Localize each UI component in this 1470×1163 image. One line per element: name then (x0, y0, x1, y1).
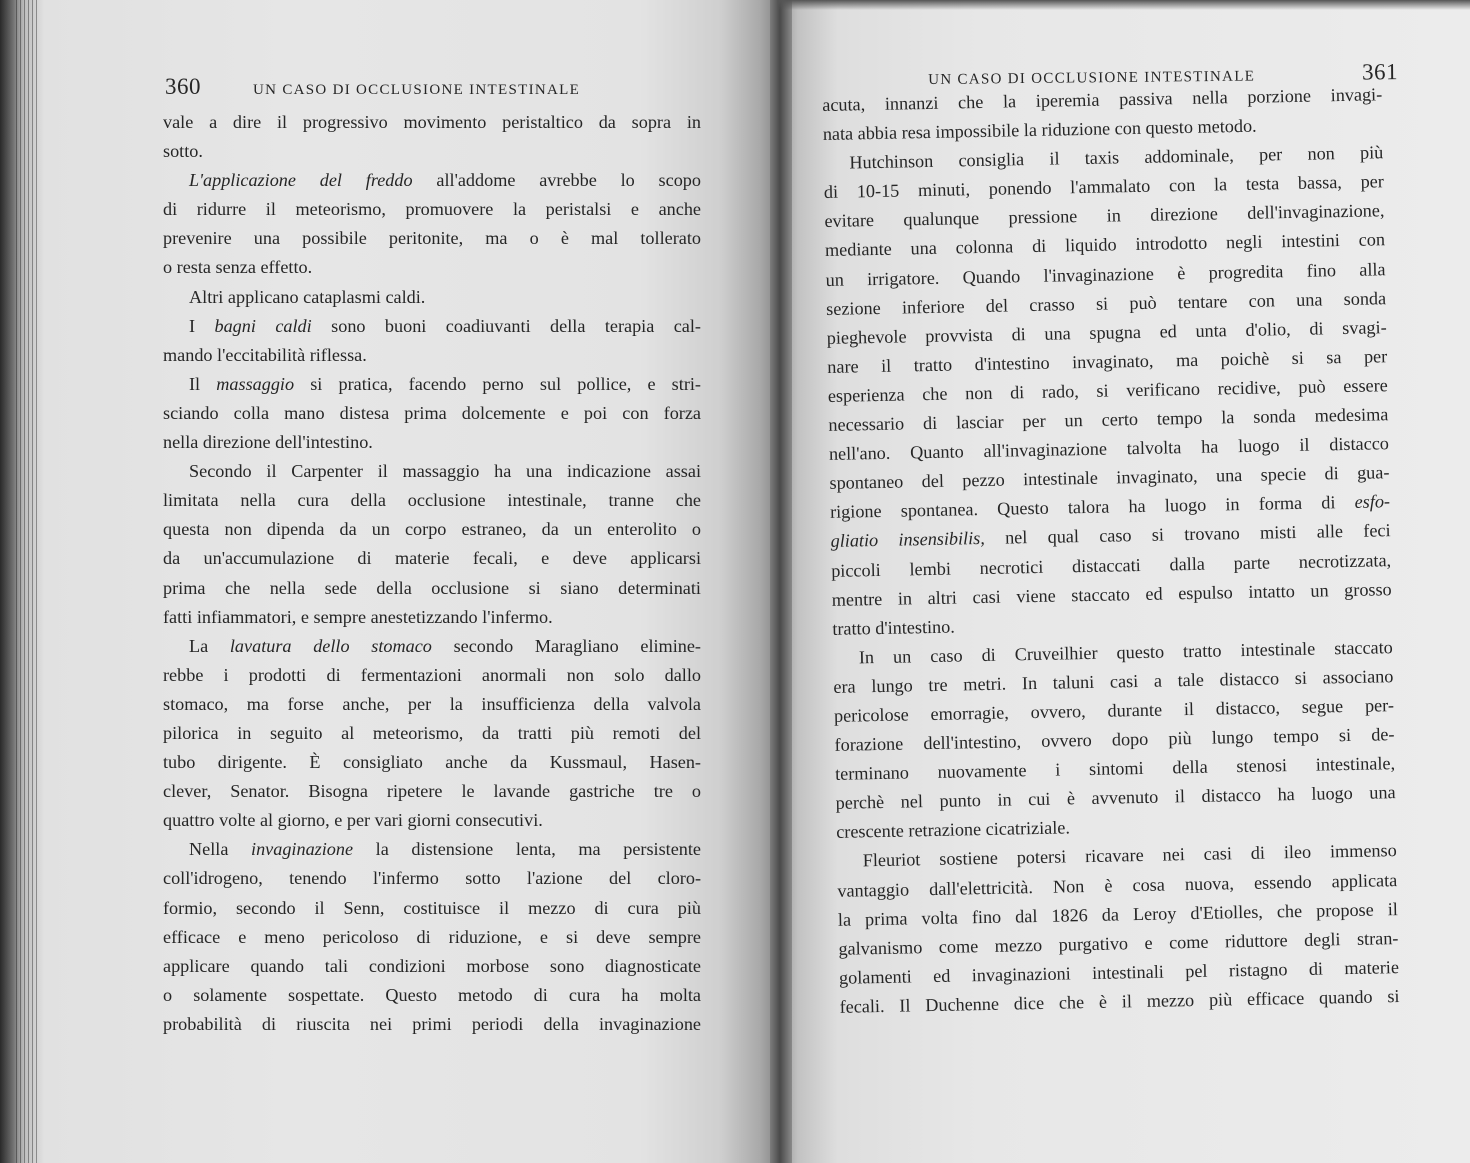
text-line: vale a dire il progressivo movimento peristaltico da sopra in (163, 112, 701, 132)
text-line: clever, Senator. Bisogna ripetere le lavande gastriche tre o (163, 781, 701, 802)
italic-text: gliatio insensibilis, (830, 528, 986, 552)
text-line: coll'idrogeno, tenendo l'infermo sotto l'azione del cloro- (163, 868, 701, 889)
text-line: galvanismo come mezzo purgativo e come riduttore degli stran- (838, 927, 1399, 959)
text-line: piccoli lembi necrotici distaccati dalla parte necrotizzata, (831, 549, 1392, 581)
text-segment: la distensione lenta, ma persistente (353, 839, 701, 860)
left-page-header (165, 74, 700, 100)
text-line: nata abbia resa impossibile la riduzione con questo metodo. (822, 115, 1257, 145)
left-running-head: UN CASO DI OCCLUSIONE INTESTINALE (253, 82, 581, 98)
text-segment: Il (189, 373, 217, 394)
text-line: applicare quando tali condizioni morbose sono diagnosticate (163, 955, 701, 976)
text-line: formio, secondo il Senn, costituisce il mezzo di cura più (163, 897, 701, 918)
text-line: era lungo tre metri. In taluni casi a tale distacco si associano (833, 666, 1394, 697)
italic-text: lavatura dello stomaco (229, 635, 432, 656)
text-line: nare il tratto d'intestino invaginato, ma poichè si sa per (827, 346, 1388, 377)
italic-text: massaggio (216, 373, 295, 394)
text-segment: I (189, 315, 215, 336)
text-segment: sono buoni coadiuvanti della terapia cal- (311, 315, 701, 336)
text-line: mentre in altri casi viene staccato ed espulso intatto un grosso (831, 578, 1392, 610)
right-running-head: UN CASO DI OCCLUSIONE INTESTINALE (928, 68, 1256, 88)
italic-text: L'applicazione del freddo (189, 170, 413, 191)
text-segment: Nella (189, 839, 252, 860)
text-line: limitata nella cura della occlusione intestinale, tranne che (163, 490, 701, 511)
text-line (163, 312, 701, 341)
text-line: evitare qualunque pressione in direzione dell'invaginazione, (824, 200, 1385, 232)
text-segment: si pratica, facendo perno sul pollice, e stri- (294, 373, 701, 394)
text-line: rebbe i prodotti di fermentazioni anormali non solo dallo (163, 664, 701, 685)
text-line: spontaneo del pezzo intestinale invaginato, una specie di gua- (829, 462, 1390, 494)
italic-text: esfo- (1354, 491, 1391, 513)
text-line (163, 370, 701, 399)
text-line: un irrigatore. Quando l'invaginazione è progredita fino alla (825, 258, 1386, 290)
text-line: questa non dipenda da un corpo estraneo, da un enterolito o (163, 519, 701, 540)
text-line: o resta senza effetto. (163, 257, 313, 278)
text-line: prevenire una possibile peritonite, ma o è mal tollerato (163, 228, 701, 249)
left-page-body (163, 108, 701, 1039)
text-line: la prima volta fino dal 1826 da Leroy d'Etiolles, che propose il (837, 898, 1398, 930)
text-line (163, 835, 701, 864)
italic-text: invaginazione (251, 839, 354, 860)
text-line: pericolose emorragie, ovvero, durante il distacco, segue per- (833, 695, 1395, 726)
text-line: probabilità di riuscita nei primi periodi della invaginazione (163, 1013, 701, 1034)
text-line: fatti infiammatori, e sempre anestetizzando l'infermo. (163, 606, 553, 627)
text-line: perchè nel punto in cui è avvenuto il distacco ha luogo una (835, 782, 1396, 814)
text-line: vantaggio dall'elettricità. Non è cosa nuova, essendo applicata (837, 869, 1398, 901)
text-line: quattro volte al giorno, e per vari giorni consecutivi. (163, 810, 543, 831)
text-line: prima che nella sede della occlusione si siano determinati (163, 577, 701, 598)
text-segment: secondo Maragliano elimine- (431, 635, 701, 656)
page-top-shadow (778, 0, 1470, 10)
text-line: efficace e meno pericoloso di riduzione, e si deve sempre (163, 926, 701, 947)
text-line: da un'accumulazione di materie fecali, e deve applicarsi (163, 548, 701, 569)
text-line: stomaco, ma forse anche, per la insufficienza della valvola (163, 693, 701, 714)
text-line: fecali. Il Duchenne dice che è il mezzo più efficace quando si (839, 985, 1400, 1017)
text-line: esperienza che non di rado, si verificano recidive, può essere (827, 375, 1388, 406)
text-line (163, 166, 701, 195)
text-line: necessario di lasciar per un certo tempo la sonda medesima (828, 404, 1389, 435)
text-line: sotto. (163, 141, 203, 162)
text-line: acuta, innanzi che la iperemia passiva nella porzione invagi- (822, 84, 1383, 115)
text-line: Fleuriot sostiene potersi ricavare nei casi di ileo immenso (862, 840, 1397, 871)
book-gutter (770, 0, 792, 1163)
text-segment: La (189, 635, 230, 656)
text-line: Altri applicano cataplasmi caldi. (189, 286, 426, 307)
text-line: di 10-15 minuti, ponendo l'ammalato con la testa bassa, per (823, 171, 1385, 203)
right-page-body (822, 80, 1400, 1022)
text-line: pilorica in seguito al meteorismo, da tratti più remoti del (163, 722, 701, 743)
text-line: terminano nuovamente i sintomi della stenosi intestinale, (834, 753, 1396, 785)
text-line: golamenti ed invaginazioni intestinali pel ristagno di materie (838, 956, 1400, 988)
text-line: pieghevole provvista di una spugna ed unta d'olio, di svagi- (826, 316, 1387, 348)
text-line: nell'ano. Quanto all'invaginazione talvolta ha luogo il distacco (828, 433, 1390, 465)
text-segment: nel qual caso si trovano misti alle feci (984, 520, 1391, 549)
text-line: sezione inferiore del crasso si può tentare con una sonda (825, 287, 1387, 319)
text-line: sciando colla mano distesa prima dolcemente e poi con forza (163, 402, 701, 423)
text-line: In un caso di Cruveilhier questo tratto intestinale staccato (858, 636, 1393, 668)
italic-text: bagni caldi (214, 315, 312, 336)
text-line: Hutchinson consiglia il taxis addominale, per non più (849, 142, 1384, 173)
text-line: o solamente sospettate. Questo metodo di cura ha molta (163, 984, 701, 1005)
text-line: di ridurre il meteorismo, promuovere la peristalsi e anche (163, 199, 701, 220)
text-segment: rigione spontanea. Questo talora ha luogo in forma di (829, 492, 1355, 523)
text-line: forazione dell'intestino, ovvero dopo più lungo tempo si de- (834, 724, 1395, 755)
text-line: crescente retrazione cicatriziale. (836, 817, 1071, 843)
right-page-number: 361 (1361, 59, 1399, 85)
text-line: Secondo il Carpenter il massaggio ha una indicazione assai (189, 461, 701, 482)
text-line: mando l'eccitabilità riflessa. (163, 344, 367, 365)
text-line: mediante una colonna di liquido introdotto negli intestini con (824, 229, 1386, 261)
text-line: tratto d'intestino. (832, 616, 955, 639)
text-segment: all'addome avrebbe lo scopo (412, 170, 701, 191)
left-page-number: 360 (165, 74, 201, 99)
text-line: nella direzione dell'intestino. (163, 432, 373, 453)
text-line (163, 632, 701, 661)
text-line: tubo dirigente. È consigliato anche da Kussmaul, Hasen- (163, 752, 701, 773)
